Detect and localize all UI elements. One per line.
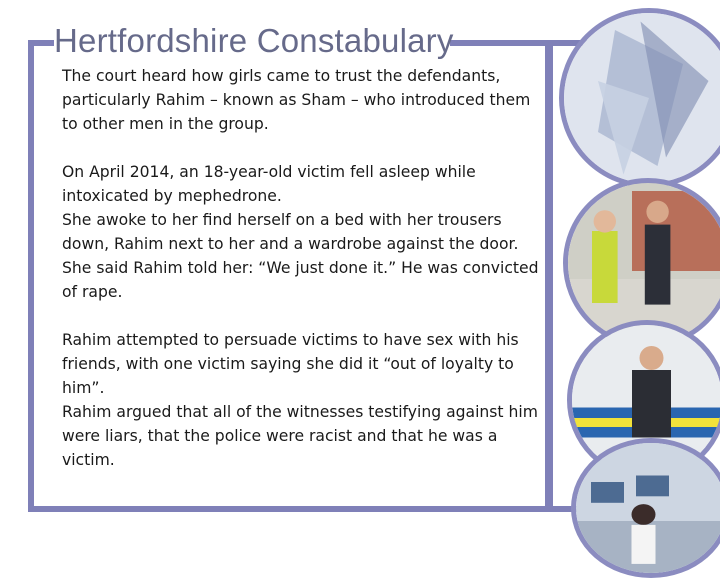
photo-strip [553, 38, 720, 540]
paragraph-persuade: Rahim attempted to persuade victims to have sex with his friends, with one victim saying she did it “out of loyalty to him”. [62, 331, 519, 397]
frame-left-border [28, 40, 34, 512]
paragraph-awoke: She awoke to her find herself on a bed with her trousers down, Rahim next to her and a wardrobe against the door. She said Rahim told her: “We just done it.” He was convicted of rape. [62, 211, 539, 301]
page-title: Hertfordshire Constabulary [54, 22, 454, 59]
paragraph-april: On April 2014, an 18-year-old victim fell asleep while intoxicated by mephedrone. [62, 163, 476, 205]
frame-right-border [545, 46, 553, 506]
paragraph-court: The court heard how girls came to trust the defendants, particularly Rahim – known as Sham – who introduced them to other men in the group. [62, 67, 531, 133]
paragraph-argued: Rahim argued that all of the witnesses testifying against him were liars, that the police were racist and that he was a victim. [62, 403, 538, 469]
crystal-sculpture-image [559, 8, 720, 188]
control-room-image [571, 438, 720, 578]
frame-bottom-border [28, 506, 638, 512]
slide-body [62, 64, 542, 496]
